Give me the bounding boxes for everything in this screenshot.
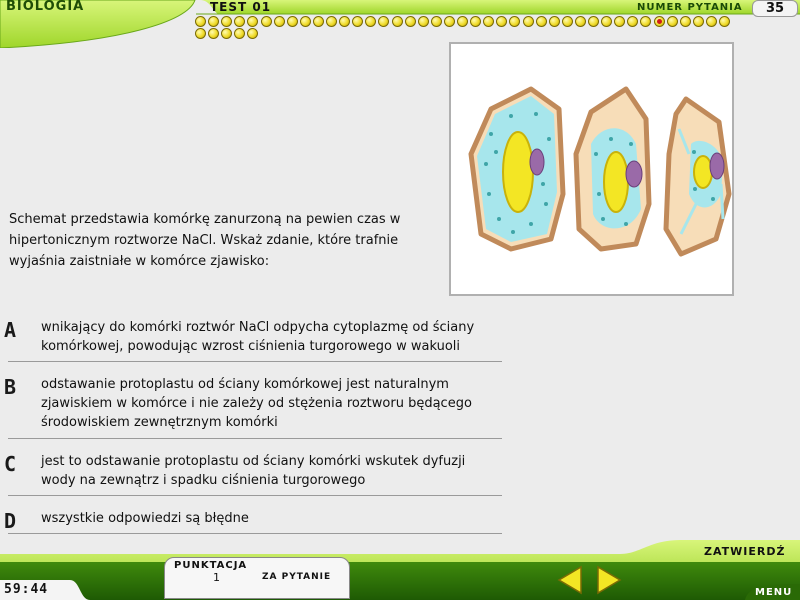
question-dot[interactable]	[418, 16, 429, 27]
answer-letter[interactable]: B	[4, 375, 17, 399]
subject-title: BIOLOGIA	[6, 0, 85, 14]
answer-text[interactable]: odstawanie protoplastu od ściany komórkowej jest naturalnym zjawiskiem w komórce i nie zależy od stężenia roztworu będącego środowiskiem zewnętrznym komórki	[41, 377, 472, 430]
divider	[8, 361, 502, 362]
question-dot[interactable]	[274, 16, 285, 27]
score-sub-label: ZA PYTANIE	[262, 572, 332, 582]
question-dot[interactable]	[195, 28, 206, 39]
question-dot[interactable]	[693, 16, 704, 27]
question-dot[interactable]	[588, 16, 599, 27]
question-dot[interactable]	[313, 16, 324, 27]
score-value: 1	[213, 571, 220, 584]
question-dot[interactable]	[195, 16, 206, 27]
answer-text[interactable]: jest to odstawanie protoplastu od ściany komórki wskutek dyfuzji wody na zewnątrz i spadku ciśnienia turgorowego	[41, 454, 466, 488]
question-dot[interactable]	[562, 16, 573, 27]
arrow-left-icon[interactable]	[557, 565, 583, 595]
question-dot[interactable]	[667, 16, 678, 27]
question-dot[interactable]	[536, 16, 547, 27]
question-text: Schemat przedstawia komórkę zanurzoną na pewien czas w hipertonicznym roztworze NaCl. Wskaż zdanie, które trafnie wyjaśnia zaistniałe w komórce zjawisko:	[9, 212, 401, 269]
question-dot[interactable]	[261, 16, 272, 27]
score-label: PUNKTACJA	[174, 560, 248, 571]
question-dot[interactable]	[326, 16, 337, 27]
divider	[8, 495, 502, 496]
question-dot[interactable]	[405, 16, 416, 27]
menu-button[interactable]: MENU	[755, 587, 793, 598]
question-image	[449, 42, 734, 296]
question-dot[interactable]	[523, 16, 534, 27]
question-number: 35	[752, 0, 798, 17]
plant-cells-plasmolysis-diagram	[451, 44, 732, 294]
question-dot[interactable]	[300, 16, 311, 27]
score-panel	[164, 557, 350, 599]
question-dot[interactable]	[680, 16, 691, 27]
question-dot[interactable]	[287, 16, 298, 27]
question-dot[interactable]	[706, 16, 717, 27]
divider	[8, 438, 502, 439]
question-dot[interactable]	[549, 16, 560, 27]
answer-letter[interactable]: A	[4, 318, 17, 342]
question-number-label: NUMER PYTANIA	[637, 2, 743, 13]
current-question-dot[interactable]	[654, 16, 665, 27]
test-title: TEST 01	[210, 0, 272, 14]
answer-letter[interactable]: D	[4, 509, 17, 533]
question-dot[interactable]	[719, 16, 730, 27]
answer-letter[interactable]: C	[4, 452, 17, 476]
timer: 59:44	[4, 582, 49, 597]
question-dot[interactable]	[575, 16, 586, 27]
bottom-bar	[0, 540, 800, 600]
question-dot[interactable]	[431, 16, 442, 27]
question-dot[interactable]	[457, 16, 468, 27]
answer-text[interactable]: wnikający do komórki roztwór NaCl odpycha cytoplazmę od ściany komórkowej, powodując wzrost ciśnienia turgorowego w wakuoli	[41, 320, 475, 354]
divider	[8, 533, 502, 534]
answer-text[interactable]: wszystkie odpowiedzi są błędne	[41, 511, 249, 526]
submit-button[interactable]: ZATWIERDŹ	[704, 545, 786, 558]
question-dot[interactable]	[392, 16, 403, 27]
arrow-right-icon[interactable]	[596, 565, 622, 595]
question-dot[interactable]	[444, 16, 455, 27]
